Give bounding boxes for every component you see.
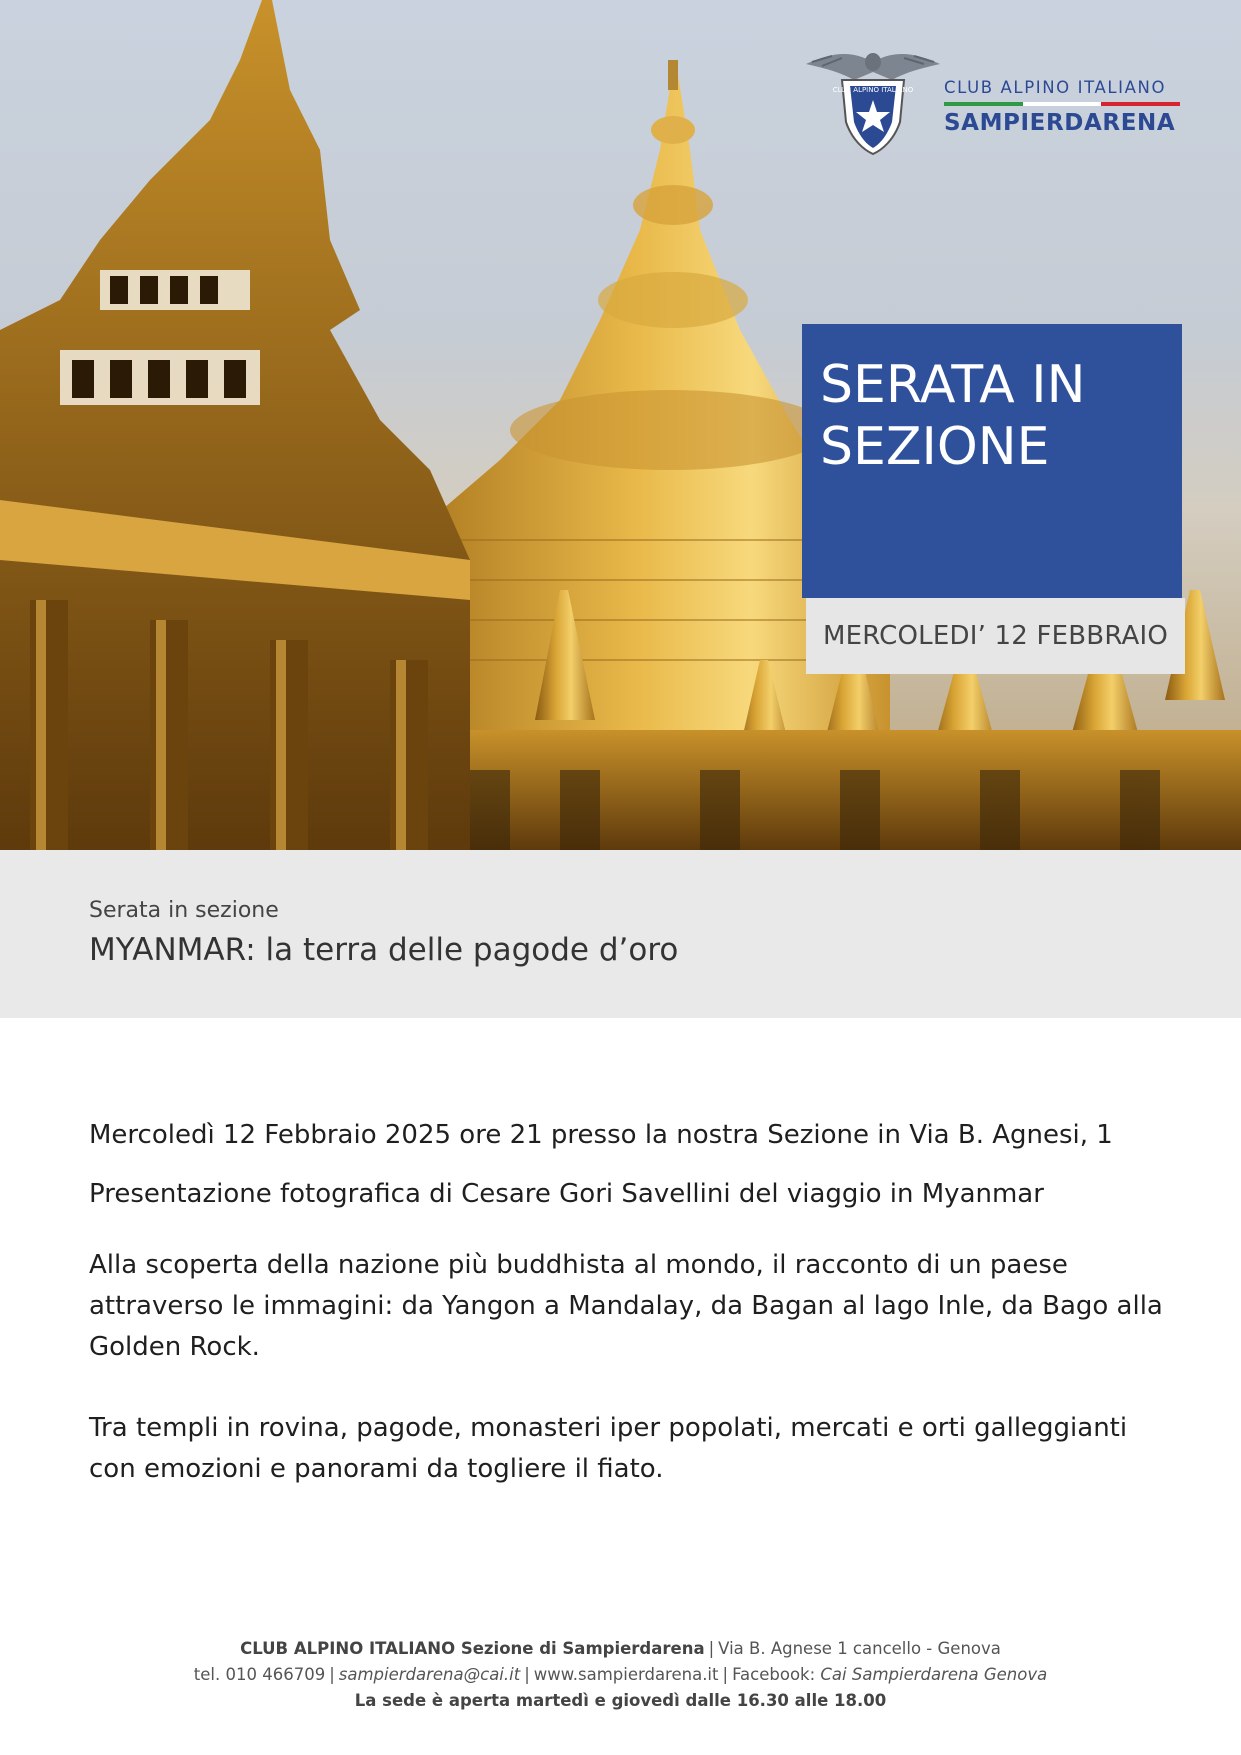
band-subtitle: MYANMAR: la terra delle pagode d’oro xyxy=(89,932,679,968)
cai-logo xyxy=(802,42,1182,162)
footer-website[interactable]: www.sampierdarena.it xyxy=(533,1665,719,1684)
emblem-text: CLUB ALPINO ITALIANO xyxy=(832,86,914,94)
footer-address: Via B. Agnese 1 cancello - Genova xyxy=(718,1639,1001,1658)
event-paragraph-2: Tra templi in rovina, pagode, monasteri iper popolati, mercati e orti galleggianti con emozioni e panorami da togliere il fiato. xyxy=(89,1413,1128,1484)
italian-flag-stripe xyxy=(944,102,1180,106)
footer-email[interactable]: sampierdarena@cai.it xyxy=(338,1665,521,1684)
footer-facebook-label: Facebook: xyxy=(732,1665,816,1684)
footer-line2: tel. 010 466709 | sampierdarena@cai.it | www.sampierdarena.it | Facebook: Cai Sampierdarena Genova xyxy=(193,1665,1048,1684)
logo-line2: SAMPIERDARENA xyxy=(944,110,1176,136)
band-label: Serata in sezione xyxy=(89,898,279,923)
eagle-shield-star-icon xyxy=(802,42,944,160)
footer xyxy=(0,1636,1241,1714)
footer-org: CLUB ALPINO ITALIANO Sezione di Sampierdarena xyxy=(240,1639,705,1658)
event-presenter: Presentazione fotografica di Cesare Gori Savellini del viaggio in Myanmar xyxy=(89,1179,1044,1209)
footer-line1: CLUB ALPINO ITALIANO Sezione di Sampierdarena | Via B. Agnese 1 cancello - Genova xyxy=(240,1639,1001,1658)
subtitle-band xyxy=(0,850,1241,1018)
event-description xyxy=(89,1115,1169,1490)
footer-hours: La sede è aperta martedì e giovedì dalle 16.30 alle 18.00 xyxy=(354,1691,887,1710)
event-when-where: Mercoledì 12 Febbraio 2025 ore 21 presso la nostra Sezione in Via B. Agnesi, 1 xyxy=(89,1120,1113,1150)
logo-line1: CLUB ALPINO ITALIANO xyxy=(944,78,1167,97)
footer-facebook-name[interactable]: Cai Sampierdarena Genova xyxy=(820,1665,1048,1684)
event-date: MERCOLEDI’ 12 FEBBRAIO xyxy=(822,621,1169,651)
footer-line3 xyxy=(0,1688,1241,1714)
footer-tel: tel. 010 466709 xyxy=(193,1665,326,1684)
event-paragraph-1: Alla scoperta della nazione più buddhista al mondo, il racconto di un paese attraverso le immagini: da Yangon a Mandalay, da Bagan al lago Inle, da Bago alla Golden Rock. xyxy=(89,1250,1163,1362)
date-box xyxy=(806,598,1185,674)
event-title: SERATA IN SEZIONE xyxy=(820,355,1086,477)
title-box xyxy=(802,324,1182,598)
